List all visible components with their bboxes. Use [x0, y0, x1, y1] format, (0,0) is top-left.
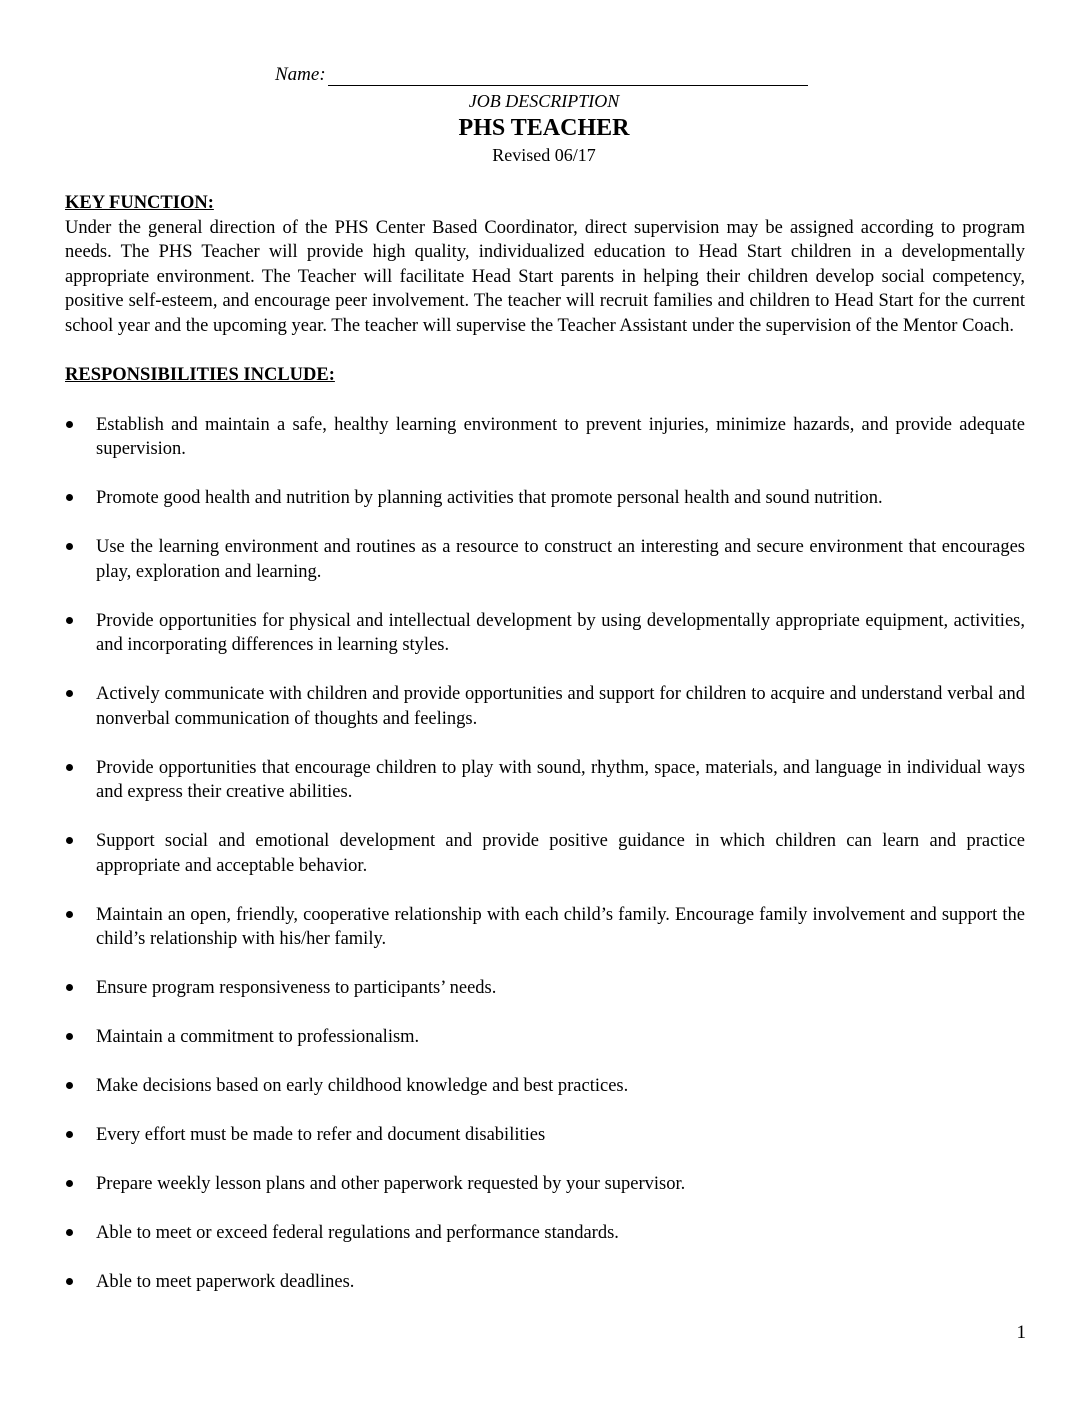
bullet-icon	[66, 1033, 73, 1040]
list-item-text: Prepare weekly lesson plans and other paperwork requested by your supervisor.	[96, 1174, 686, 1194]
list-item-text: Maintain a commitment to professionalism.	[96, 1027, 420, 1047]
list-item	[65, 413, 1025, 462]
document-header	[0, 89, 1088, 167]
list-item	[65, 1025, 1025, 1050]
list-item	[65, 1221, 1025, 1246]
bullet-icon	[66, 1082, 73, 1089]
responsibilities-list	[65, 413, 1025, 1295]
list-item-text: Establish and maintain a safe, healthy learning environment to prevent injuries, minimize hazards, and provide adequate supervision.	[96, 414, 1025, 459]
bullet-icon	[66, 421, 73, 428]
list-item-text: Every effort must be made to refer and document disabilities	[96, 1125, 546, 1145]
list-item-text: Able to meet or exceed federal regulations and performance standards.	[96, 1223, 619, 1243]
list-item-text: Maintain an open, friendly, cooperative relationship with each child’s family. Encourage family involvement and support the child’s relationship with his/her family.	[96, 904, 1025, 949]
list-item-text: Provide opportunities for physical and intellectual development by using developmentally appropriate equipment, activities, and incorporating differences in learning styles.	[96, 610, 1025, 655]
responsibilities-heading: RESPONSIBILITIES INCLUDE:	[65, 365, 335, 385]
bullet-icon	[66, 764, 73, 771]
list-item	[65, 486, 1025, 511]
key-function-heading: KEY FUNCTION:	[65, 193, 214, 213]
list-item	[65, 829, 1025, 878]
list-item-text: Use the learning environment and routines as a resource to construct an interesting and secure environment that encourages play, exploration and learning.	[96, 537, 1025, 582]
page-title: PHS TEACHER	[458, 115, 630, 141]
list-item	[65, 1074, 1025, 1099]
list-item	[65, 1123, 1025, 1148]
bullet-icon	[66, 494, 73, 501]
list-item	[65, 976, 1025, 1001]
revised-date: Revised 06/17	[492, 145, 596, 165]
list-item-text: Ensure program responsiveness to participants’ needs.	[96, 978, 497, 998]
key-function-text: Under the general direction of the PHS Center Based Coordinator, direct supervision may be assigned according to program needs. The PHS Teacher will provide high quality, individualized education to Head Start children in a developmentally appropriate environment. The Teacher will facilitate Head Start parents in helping their children develop social competency, positive self-esteem, and encourage peer involvement. The teacher will recruit families and children to Head Start for the current school year and the upcoming year. The teacher will supervise the Teacher Assistant under the supervision of the Mentor Coach.	[65, 217, 1025, 336]
bullet-icon	[66, 911, 73, 918]
name-line	[275, 64, 808, 86]
list-item-text: Provide opportunities that encourage children to play with sound, rhythm, space, materials, and language in individual ways and express their creative abilities.	[96, 757, 1025, 802]
bullet-icon	[66, 984, 73, 991]
list-item	[65, 535, 1025, 584]
list-item-text: Actively communicate with children and provide opportunities and support for children to acquire and understand verbal and nonverbal communication of thoughts and feelings.	[96, 684, 1025, 729]
bullet-icon	[66, 617, 73, 624]
job-description-label: JOB DESCRIPTION	[468, 91, 620, 111]
bullet-icon	[66, 1278, 73, 1285]
document-body	[65, 191, 1025, 1319]
list-item	[65, 756, 1025, 805]
name-blank-field[interactable]	[328, 65, 808, 86]
bullet-icon	[66, 543, 73, 550]
list-item	[65, 609, 1025, 658]
list-item-text: Support social and emotional development and provide positive guidance in which children can learn and practice appropriate and acceptable behavior.	[96, 831, 1025, 876]
name-label: Name:	[275, 64, 326, 85]
bullet-icon	[66, 690, 73, 697]
bullet-icon	[66, 1180, 73, 1187]
list-item	[65, 1172, 1025, 1197]
list-item	[65, 1270, 1025, 1295]
bullet-icon	[66, 1229, 73, 1236]
bullet-icon	[66, 1131, 73, 1138]
page-number: 1	[1016, 1322, 1026, 1343]
bullet-icon	[66, 837, 73, 844]
list-item	[65, 682, 1025, 731]
list-item	[65, 903, 1025, 952]
list-item-text: Able to meet paperwork deadlines.	[96, 1272, 355, 1292]
list-item-text: Make decisions based on early childhood knowledge and best practices.	[96, 1076, 629, 1096]
list-item-text: Promote good health and nutrition by planning activities that promote personal health and sound nutrition.	[96, 488, 883, 508]
